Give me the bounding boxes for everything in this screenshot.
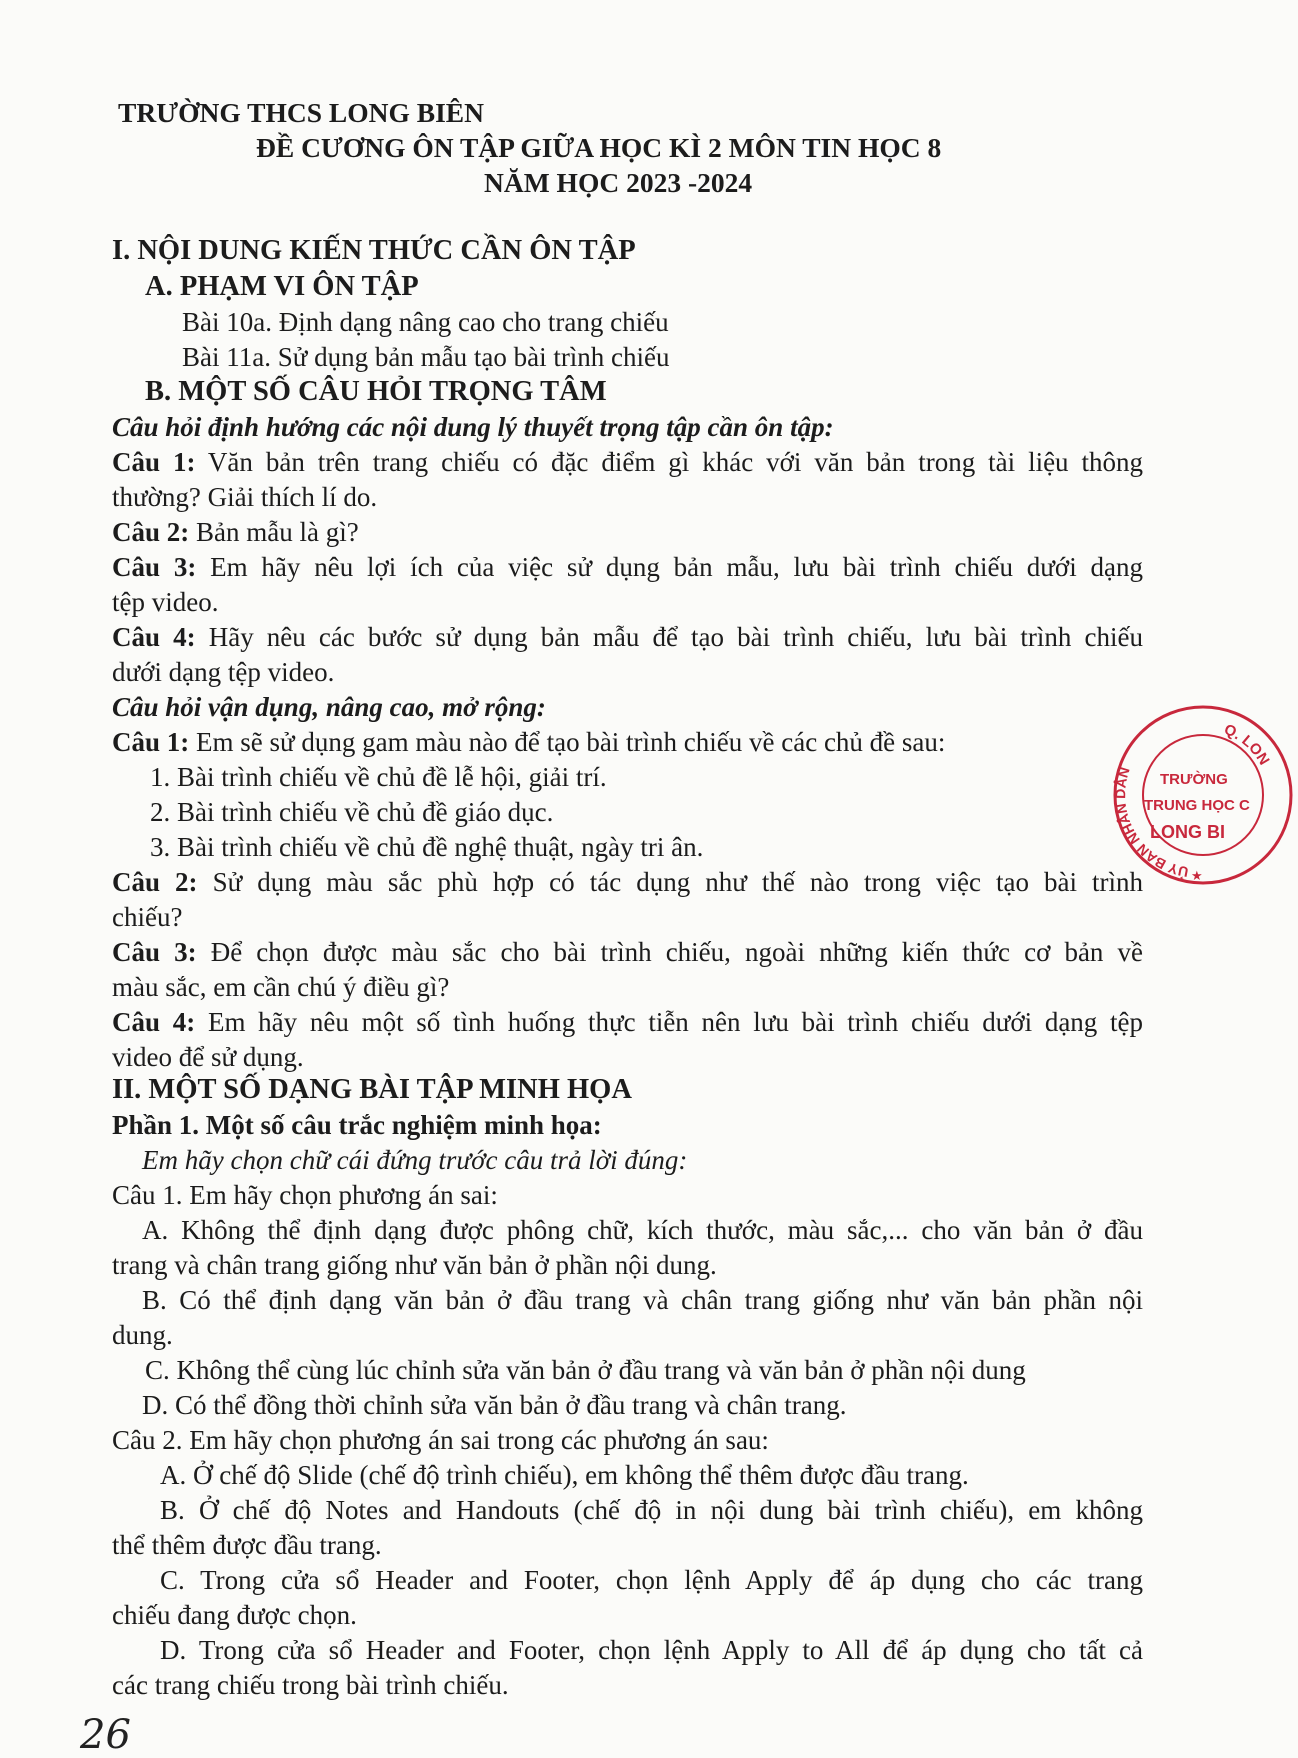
- school-seal-stamp: [1108, 700, 1298, 890]
- lesson-item: Bài 11a. Sử dụng bản mẫu tạo bài trình chiếu: [182, 342, 670, 372]
- instruction: Em hãy chọn chữ cái đứng trước câu trả lời đúng:: [142, 1145, 688, 1175]
- stamp-line-3: LONG BI: [1150, 822, 1225, 842]
- section-2-title: II. MỘT SỐ DẠNG BÀI TẬP MINH HỌA: [112, 1074, 632, 1105]
- theory-question-2: [112, 515, 359, 549]
- question-label: Câu 4:: [112, 1007, 196, 1037]
- mcq-1-option-d: D. Có thể đồng thời chỉnh sửa văn bản ở đầu trang và chân trang.: [142, 1390, 847, 1420]
- question-text-cont: dưới dạng tệp video.: [112, 657, 335, 687]
- school-year: NĂM HỌC 2023 -2024: [484, 167, 753, 198]
- question-text-cont: thường? Giải thích lí do.: [112, 482, 378, 512]
- mcq-1-stem: Câu 1. Em hãy chọn phương án sai:: [112, 1180, 498, 1210]
- question-text: Em sẽ sử dụng gam màu nào để tạo bài trình chiếu về các chủ đề sau:: [196, 727, 946, 757]
- mcq-2-stem: Câu 2. Em hãy chọn phương án sai trong các phương án sau:: [112, 1425, 769, 1455]
- question-label: Câu 1:: [112, 727, 190, 757]
- question-text-cont: tệp video.: [112, 587, 219, 617]
- question-text-cont: chiếu?: [112, 902, 183, 932]
- mcq-1-option-b: B. Có thể định dạng văn bản ở đầu trang và chân trang giống như văn bản phần nội: [142, 1285, 1143, 1315]
- mcq-2-option-b: B. Ở chế độ Notes and Handouts (chế độ in nội dung bài trình chiếu), em không: [160, 1495, 1143, 1525]
- option-text-cont: trang và chân trang giống như văn bản ở phần nội dung.: [112, 1250, 717, 1280]
- applied-heading: Câu hỏi vận dụng, nâng cao, mở rộng:: [112, 692, 546, 722]
- topic-list-item: 2. Bài trình chiếu về chủ đề giáo dục.: [150, 797, 554, 827]
- question-text-cont: màu sắc, em cần chú ý điều gì?: [112, 972, 450, 1002]
- stamp-line-1: TRƯỜNG: [1160, 771, 1228, 788]
- option-text-cont: thể thêm được đầu trang.: [112, 1530, 382, 1560]
- question-text: Em hãy nêu lợi ích của việc sử dụng bản mẫu, lưu bài trình chiếu dưới dạng: [210, 552, 1143, 582]
- option-text-cont: các trang chiếu trong bài trình chiếu.: [112, 1670, 509, 1700]
- mcq-1-option-a: A. Không thể định dạng được phông chữ, kích thước, màu sắc,... cho văn bản ở đầu: [142, 1215, 1143, 1245]
- option-text-cont: chiếu đang được chọn.: [112, 1600, 357, 1630]
- mcq-1-option-c: C. Không thể cùng lúc chỉnh sửa văn bản ở đầu trang và văn bản ở phần nội dung: [145, 1355, 1026, 1385]
- page-number: 26: [80, 1712, 131, 1758]
- mcq-2-option-d: D. Trong cửa sổ Header and Footer, chọn lệnh Apply to All để áp dụng cho tất cả: [160, 1635, 1143, 1665]
- theory-heading: Câu hỏi định hướng các nội dung lý thuyết trọng tập cần ôn tập:: [112, 412, 834, 442]
- lesson-item: Bài 10a. Định dạng nâng cao cho trang chiếu: [182, 307, 669, 337]
- question-text: Sử dụng màu sắc phù hợp có tác dụng như thế nào trong việc tạo bài trình: [212, 867, 1144, 897]
- applied-question-4: [112, 1005, 1143, 1039]
- question-label: Câu 2:: [112, 517, 190, 547]
- school-name: TRƯỜNG THCS LONG BIÊN: [118, 97, 484, 128]
- stamp-line-2: TRUNG HỌC C: [1144, 797, 1250, 814]
- topic-list-item: 3. Bài trình chiếu về chủ đề nghệ thuật, ngày tri ân.: [150, 832, 704, 862]
- question-text: Văn bản trên trang chiếu có đặc điểm gì khác với văn bản trong tài liệu thông: [207, 447, 1144, 477]
- option-text-cont: dung.: [112, 1320, 173, 1350]
- mcq-2-option-a: A. Ở chế độ Slide (chế độ trình chiếu), em không thể thêm được đầu trang.: [160, 1460, 969, 1490]
- stamp-left-text: ỦY BAN NHÂN DÂN: [1112, 765, 1190, 881]
- question-text: Để chọn được màu sắc cho bài trình chiếu, ngoài những kiến thức cơ bản về: [210, 937, 1143, 967]
- applied-question-2: [112, 865, 1143, 899]
- section-1-title: I. NỘI DUNG KIẾN THỨC CẦN ÔN TẬP: [112, 235, 636, 266]
- document-title: ĐỀ CƯƠNG ÔN TẬP GIỮA HỌC KÌ 2 MÔN TIN HỌC 8: [256, 132, 942, 163]
- stamp-top-text: Q. LON: [1221, 720, 1273, 769]
- star-icon: ★: [1191, 869, 1203, 884]
- theory-question-4: [112, 620, 1143, 654]
- part-1-title: Phần 1. Một số câu trắc nghiệm minh họa:: [112, 1110, 602, 1140]
- applied-question-1: [112, 725, 945, 759]
- question-label: Câu 1:: [112, 447, 196, 477]
- theory-question-1: [112, 445, 1143, 479]
- theory-question-3: [112, 550, 1143, 584]
- question-text: Em hãy nêu một số tình huống thực tiễn nên lưu bài trình chiếu dưới dạng tệp: [207, 1007, 1144, 1037]
- question-text: Hãy nêu các bước sử dụng bản mẫu để tạo bài trình chiếu, lưu bài trình chiếu: [208, 622, 1143, 652]
- mcq-2-option-c: C. Trong cửa sổ Header and Footer, chọn lệnh Apply để áp dụng cho các trang: [160, 1565, 1143, 1595]
- part-a-title: A. PHẠM VI ÔN TẬP: [145, 271, 419, 302]
- question-text: Bản mẫu là gì?: [196, 517, 359, 547]
- question-label: Câu 4:: [112, 622, 196, 652]
- question-label: Câu 2:: [112, 867, 198, 897]
- question-label: Câu 3:: [112, 937, 197, 967]
- part-b-title: B. MỘT SỐ CÂU HỎI TRỌNG TÂM: [145, 376, 607, 407]
- applied-question-3: [112, 935, 1143, 969]
- question-text-cont: video để sử dụng.: [112, 1042, 304, 1072]
- topic-list-item: 1. Bài trình chiếu về chủ đề lễ hội, giải trí.: [150, 762, 607, 792]
- question-label: Câu 3:: [112, 552, 197, 582]
